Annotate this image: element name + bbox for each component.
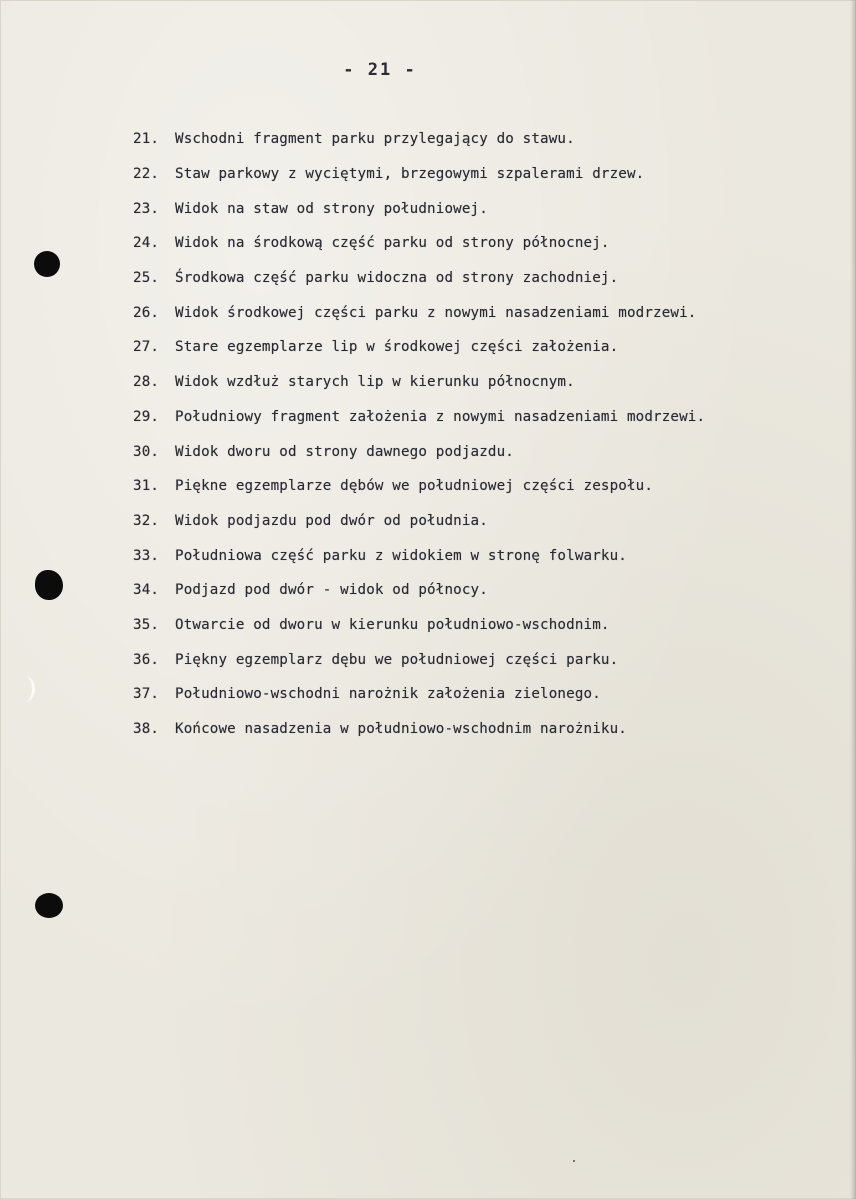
punch-hole bbox=[34, 251, 60, 277]
item-number: 33. bbox=[133, 547, 160, 564]
list-item bbox=[133, 469, 833, 504]
list-item bbox=[133, 434, 833, 469]
page-number: - 21 - bbox=[343, 60, 417, 80]
item-text: Południowy fragment założenia z nowymi nasadzeniami modrzewi. bbox=[175, 408, 706, 425]
list-item bbox=[133, 365, 833, 400]
item-number: 25. bbox=[133, 270, 160, 287]
paper-speck bbox=[573, 1160, 575, 1162]
item-text: Widok na środkową część parku od strony północnej. bbox=[175, 235, 610, 252]
item-text: Widok wzdłuż starych lip w kierunku północnym. bbox=[175, 374, 575, 391]
item-text: Południowa część parku z widokiem w stronę folwarku. bbox=[175, 547, 627, 564]
list-item bbox=[133, 504, 833, 539]
item-number: 26. bbox=[133, 304, 160, 321]
list-item bbox=[133, 677, 833, 712]
item-number: 30. bbox=[133, 443, 160, 460]
item-number: 38. bbox=[133, 721, 160, 738]
item-number: 27. bbox=[133, 339, 160, 356]
item-number: 35. bbox=[133, 616, 160, 633]
list-item bbox=[133, 226, 833, 261]
punch-hole bbox=[35, 570, 63, 600]
item-text: Końcowe nasadzenia w południowo-wschodnim narożniku. bbox=[175, 721, 627, 738]
list-item bbox=[133, 122, 833, 157]
item-number: 31. bbox=[133, 478, 160, 495]
item-number: 23. bbox=[133, 200, 160, 217]
list-item bbox=[133, 400, 833, 435]
list-item bbox=[133, 712, 833, 747]
item-number: 29. bbox=[133, 408, 160, 425]
paper-fold-mark bbox=[14, 676, 35, 702]
punch-hole bbox=[35, 893, 63, 918]
item-number: 24. bbox=[133, 235, 160, 252]
list-item bbox=[133, 538, 833, 573]
item-text: Piękne egzemplarze dębów we południowej części zespołu. bbox=[175, 478, 654, 495]
item-text: Stare egzemplarze lip w środkowej części założenia. bbox=[175, 339, 619, 356]
list-item bbox=[133, 191, 833, 226]
list-item bbox=[133, 295, 833, 330]
item-text: Otwarcie od dworu w kierunku południowo-wschodnim. bbox=[175, 616, 610, 633]
list-item bbox=[133, 642, 833, 677]
item-text: Wschodni fragment parku przylegający do stawu. bbox=[175, 131, 575, 148]
list-item bbox=[133, 608, 833, 643]
photo-caption-list bbox=[133, 122, 833, 746]
item-number: 34. bbox=[133, 582, 160, 599]
item-text: Widok na staw od strony południowej. bbox=[175, 200, 488, 217]
item-number: 21. bbox=[133, 131, 160, 148]
item-number: 37. bbox=[133, 686, 160, 703]
list-item bbox=[133, 261, 833, 296]
item-number: 36. bbox=[133, 651, 160, 668]
item-number: 22. bbox=[133, 166, 160, 183]
list-item bbox=[133, 330, 833, 365]
item-text: Widok podjazdu pod dwór od południa. bbox=[175, 512, 488, 529]
item-text: Piękny egzemplarz dębu we południowej części parku. bbox=[175, 651, 619, 668]
item-text: Środkowa część parku widoczna od strony zachodniej. bbox=[175, 270, 619, 287]
item-number: 32. bbox=[133, 512, 160, 529]
list-item bbox=[133, 573, 833, 608]
page-edge-shadow bbox=[850, 0, 856, 1199]
item-text: Południowo-wschodni narożnik założenia zielonego. bbox=[175, 686, 601, 703]
item-number: 28. bbox=[133, 374, 160, 391]
item-text: Staw parkowy z wyciętymi, brzegowymi szpalerami drzew. bbox=[175, 166, 645, 183]
item-text: Widok środkowej części parku z nowymi nasadzeniami modrzewi. bbox=[175, 304, 697, 321]
list-item bbox=[133, 157, 833, 192]
item-text: Widok dworu od strony dawnego podjazdu. bbox=[175, 443, 514, 460]
item-text: Podjazd pod dwór - widok od północy. bbox=[175, 582, 488, 599]
